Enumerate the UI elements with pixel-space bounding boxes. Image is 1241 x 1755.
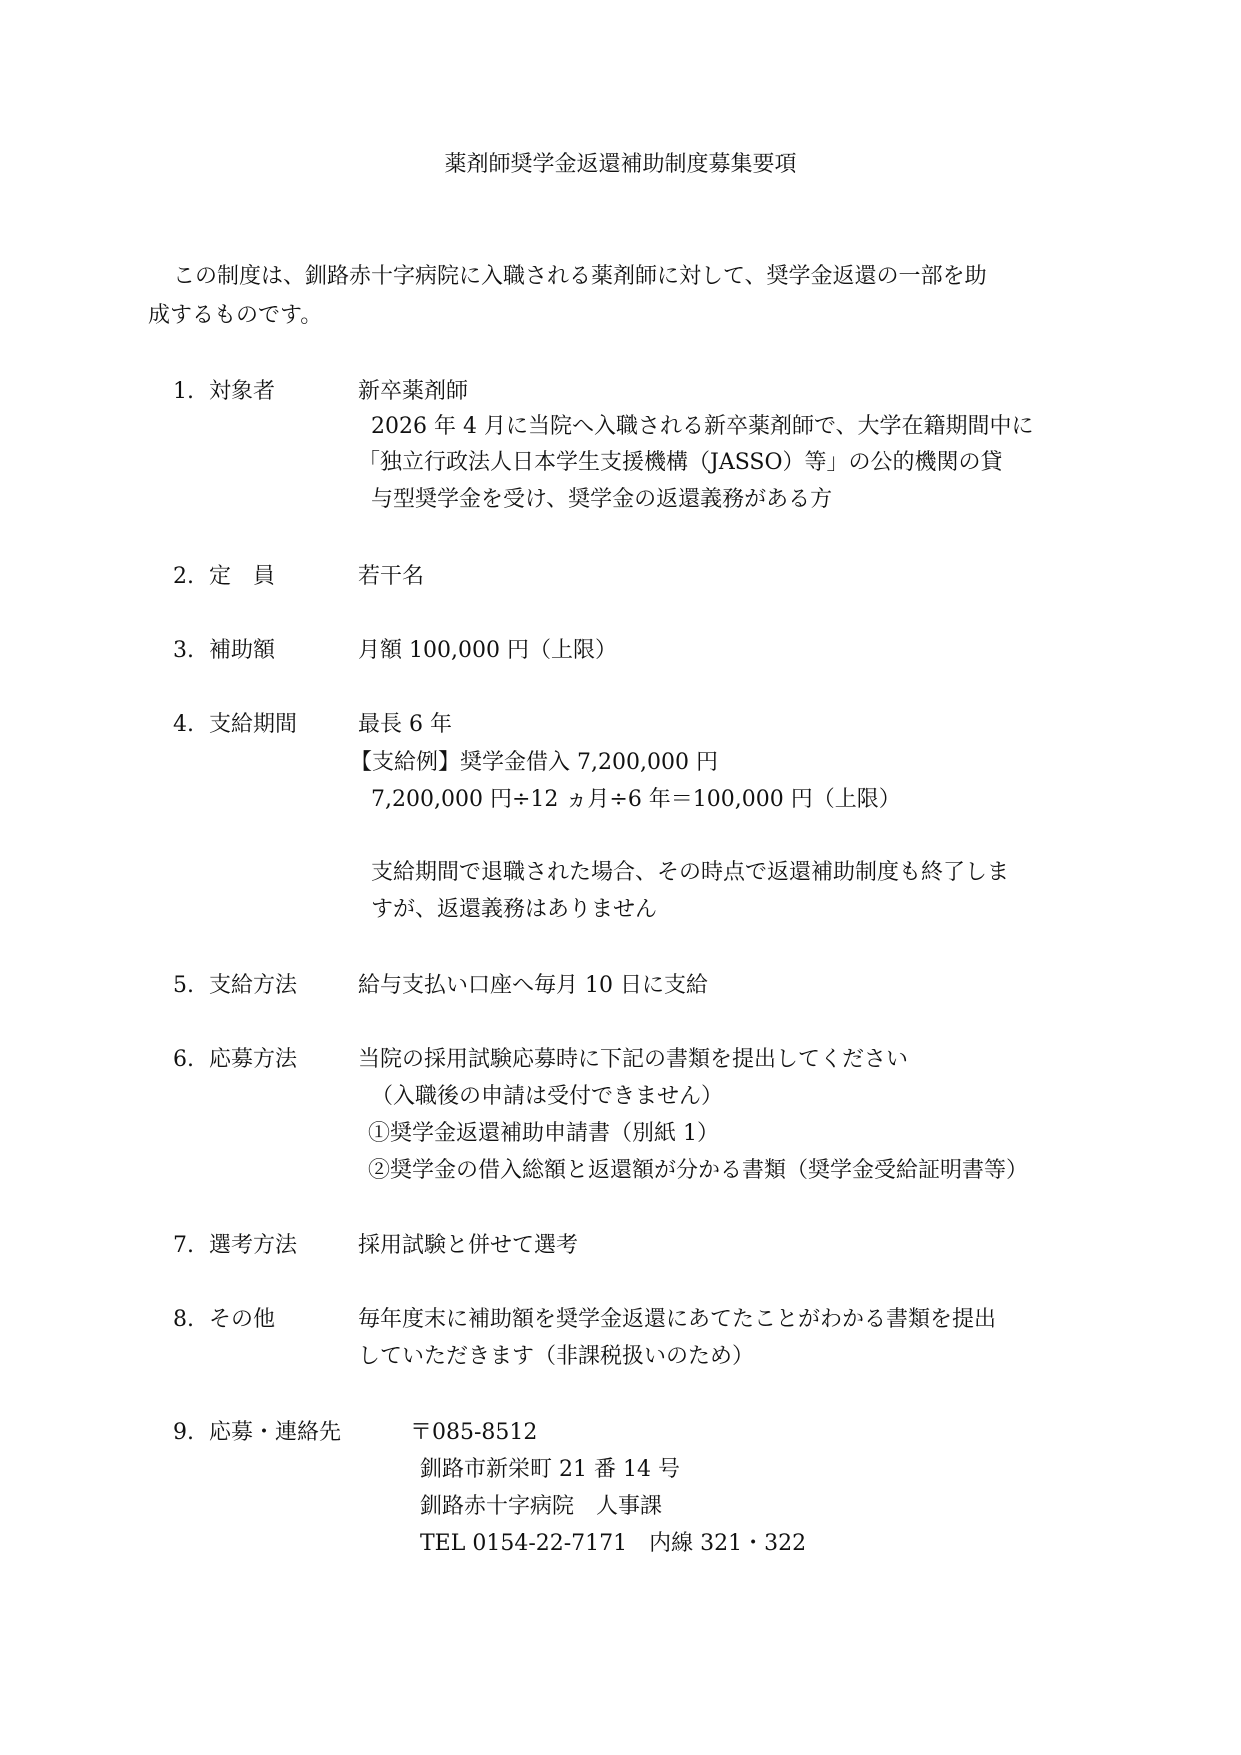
section-1-line-4: 与型奨学金を受け、奨学金の返還義務がある方 <box>371 487 833 512</box>
section-8-number: 8. <box>173 1307 194 1332</box>
section-2-line-1: 若干名 <box>358 564 425 589</box>
section-4-line-4: 支給期間で退職された場合、その時点で返還補助制度も終了しま <box>371 860 1010 885</box>
section-1-line-3: 「独立行政法人日本学生支援機構（JASSO）等」の公的機関の貸 <box>358 450 1003 475</box>
section-6-line-1: 当院の採用試験応募時に下記の書類を提出してください <box>358 1047 909 1072</box>
section-4-line-2: 【支給例】奨学金借入 7,200,000 円 <box>350 750 718 775</box>
section-7-line-1: 採用試験と併せて選考 <box>358 1233 579 1258</box>
section-8-line-1: 毎年度末に補助額を奨学金返還にあてたことがわかる書類を提出 <box>358 1307 997 1332</box>
section-7-number: 7. <box>173 1233 194 1258</box>
section-2-label: 定 員 <box>209 564 276 589</box>
section-4-line-5: すが、返還義務はありません <box>371 897 658 922</box>
section-6-line-3: ①奨学金返還補助申請書（別紙 1） <box>368 1121 719 1146</box>
section-3-label: 補助額 <box>209 638 276 663</box>
section-9-line-1: 〒085-8512 <box>410 1420 538 1445</box>
section-6-label: 応募方法 <box>209 1047 298 1072</box>
intro-line-1: この制度は、釧路赤十字病院に入職される薬剤師に対して、奨学金返還の一部を助 <box>173 264 987 289</box>
section-4-line-3: 7,200,000 円÷12 ヵ月÷6 年＝100,000 円（上限） <box>371 787 901 812</box>
section-5-number: 5. <box>173 973 194 998</box>
section-1-line-1: 新卒薬剤師 <box>358 379 469 404</box>
section-5-label: 支給方法 <box>209 973 298 998</box>
section-4-label: 支給期間 <box>209 712 298 737</box>
section-5-line-1: 給与支払い口座へ毎月 10 日に支給 <box>358 973 708 998</box>
section-4-number: 4. <box>173 712 194 737</box>
section-6-number: 6. <box>173 1047 194 1072</box>
section-9-line-2: 釧路市新栄町 21 番 14 号 <box>420 1457 680 1482</box>
section-9-line-3: 釧路赤十字病院 人事課 <box>420 1494 663 1519</box>
section-2-number: 2. <box>173 564 194 589</box>
section-8-label: その他 <box>209 1307 276 1332</box>
section-1-label: 対象者 <box>209 379 276 404</box>
section-3-number: 3. <box>173 638 194 663</box>
section-4-line-1: 最長 6 年 <box>358 712 452 737</box>
section-3-line-1: 月額 100,000 円（上限） <box>358 638 617 663</box>
section-1-number: 1. <box>173 379 194 404</box>
section-1-line-2: 2026 年 4 月に当院へ入職される新卒薬剤師で、大学在籍期間中に <box>371 414 1034 439</box>
section-6-line-2: （入職後の申請は受付できません） <box>371 1084 724 1109</box>
section-9-number: 9. <box>173 1420 194 1445</box>
section-8-line-2: していただきます（非課税扱いのため） <box>358 1344 755 1369</box>
section-9-label: 応募・連絡先 <box>209 1420 342 1445</box>
intro-line-2: 成するものです。 <box>148 303 323 328</box>
section-7-label: 選考方法 <box>209 1233 298 1258</box>
section-9-line-4: TEL 0154-22-7171 内線 321・322 <box>420 1531 807 1556</box>
document-title: 薬剤師奨学金返還補助制度募集要項 <box>444 152 797 177</box>
section-6-line-4: ②奨学金の借入総額と返還額が分かる書類（奨学金受給証明書等） <box>368 1158 1029 1183</box>
